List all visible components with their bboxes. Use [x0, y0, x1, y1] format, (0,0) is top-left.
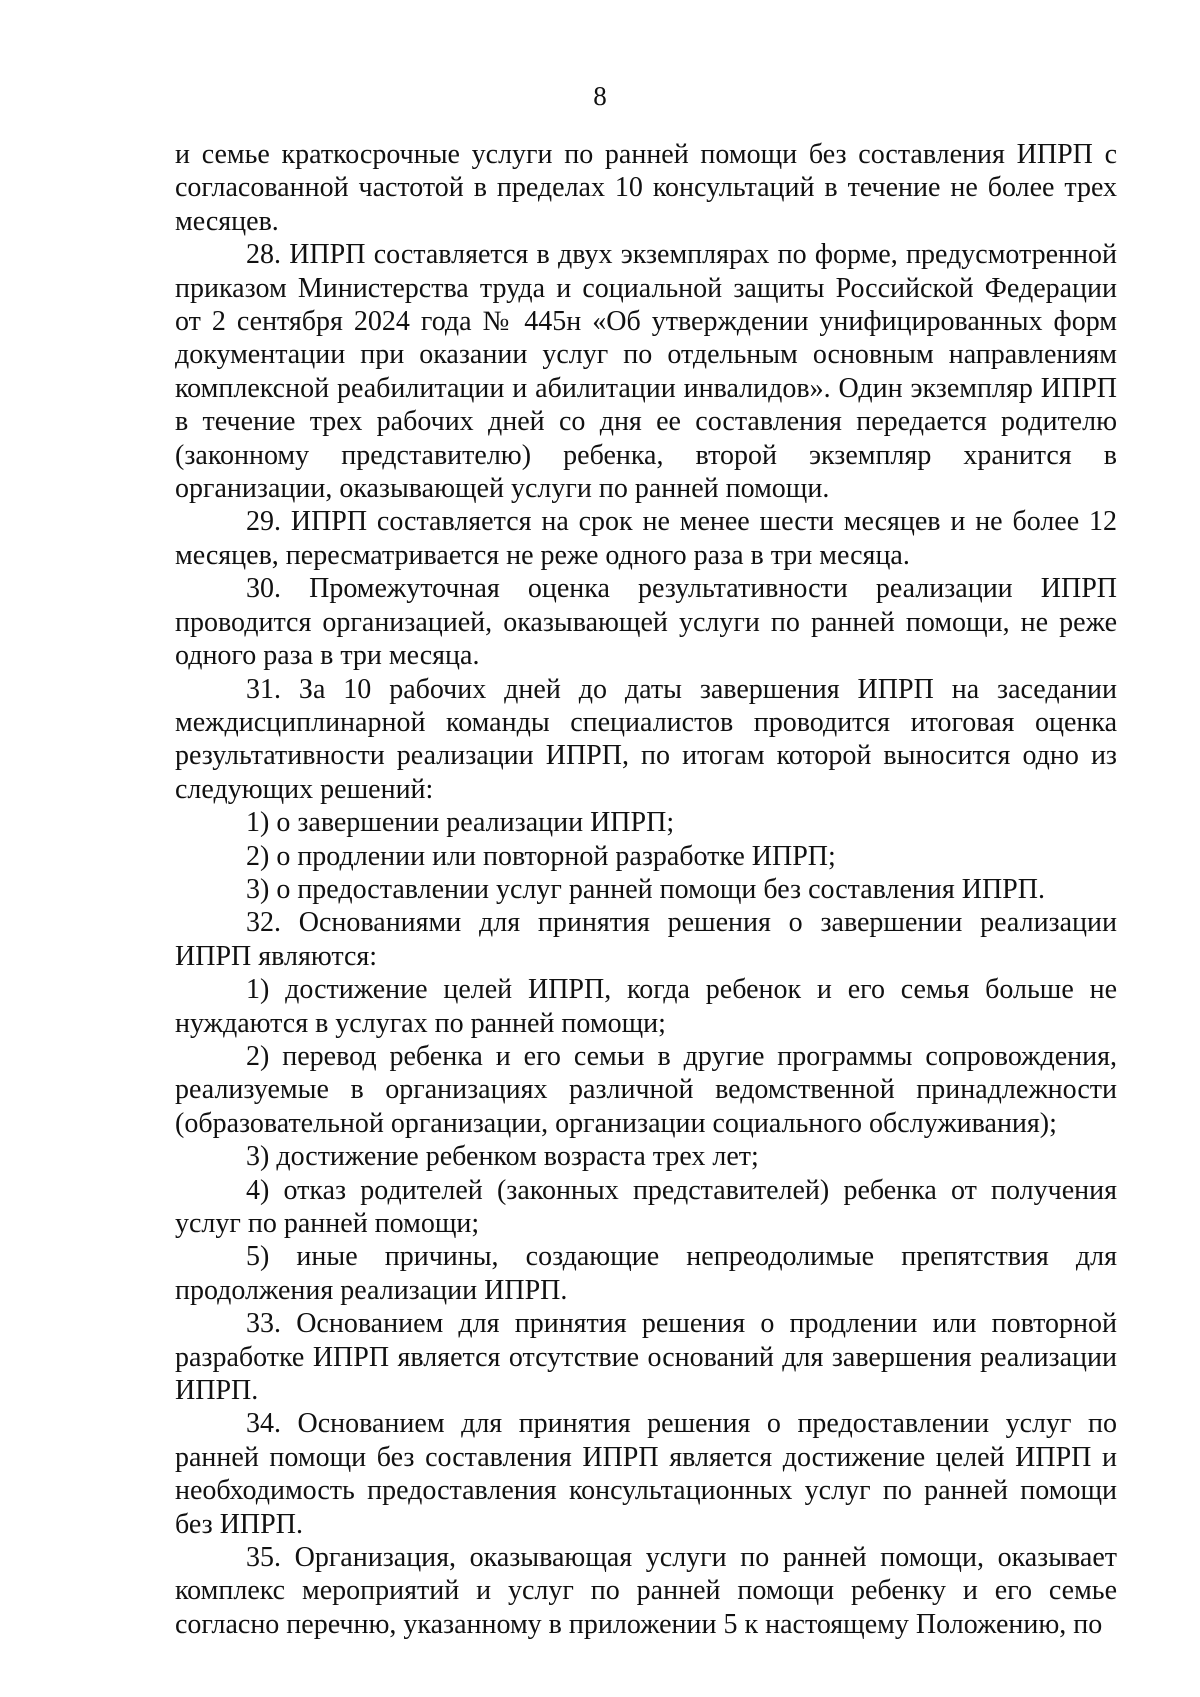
paragraph-34: 34. Основанием для принятия решения о предоставлении услуг по ранней помощи без составления ИПРП является достижение целей ИПРП и необходимость предоставления консультационных услуг по ранней помощи без ИПРП.: [175, 1408, 1117, 1540]
list-item-32-1: 1) достижение целей ИПРП, когда ребенок и его семья больше не нуждаются в услугах по ранней помощи;: [175, 974, 1117, 1039]
paragraph-28: 28. ИПРП составляется в двух экземплярах по форме, предусмотренной приказом Министерства труда и социальной защиты Российской Федерации от 2 сентября 2024 года № 445н «Об утверждении унифицированных форм документации при оказании услуг по отдельным основным направлениям комплексной реабилитации и абилитации инвалидов». Один экземпляр ИПРП в течение трех рабочих дней со дня ее составления передается родителю (законному представителю) ребенка, второй экземпляр хранится в организации, оказывающей услуги по ранней помощи.: [175, 239, 1117, 505]
paragraph-35: 35. Организация, оказывающая услуги по ранней помощи, оказывает комплекс мероприятий и услуг по ранней помощи ребенку и его семье согласно перечню, указанному в приложении 5 к настоящему Положению, по: [175, 1542, 1117, 1640]
document-body: [175, 138, 1117, 1641]
paragraph-32: 32. Основаниями для принятия решения о завершении реализации ИПРП являются:: [175, 907, 1117, 972]
paragraph-continuation: и семье краткосрочные услуги по ранней помощи без составления ИПРП с согласованной частотой в пределах 10 консультаций в течение не более трех месяцев.: [175, 139, 1117, 237]
list-item-31-3: 3) о предоставлении услуг ранней помощи без составления ИПРП.: [246, 873, 1045, 905]
list-item-32-4: 4) отказ родителей (законных представителей) ребенка от получения услуг по ранней помощи;: [175, 1174, 1117, 1239]
list-item-32-2: 2) перевод ребенка и его семьи в другие программы сопровождения, реализуемые в организациях различной ведомственной принадлежности (образовательной организации, организации социального обслуживания);: [175, 1040, 1117, 1139]
list-item-31-1: 1) о завершении реализации ИПРП;: [246, 807, 675, 839]
list-item-32-3: 3) достижение ребенком возраста трех лет;: [246, 1141, 759, 1173]
paragraph-33: 33. Основанием для принятия решения о продлении или повторной разработке ИПРП является отсутствие оснований для завершения реализации ИПРП.: [175, 1308, 1117, 1407]
list-item-31-2: 2) о продлении или повторной разработке ИПРП;: [246, 840, 836, 872]
paragraph-29: 29. ИПРП составляется на срок не менее шести месяцев и не более 12 месяцев, пересматривается не реже одного раза в три месяца.: [175, 506, 1117, 571]
list-item-32-5: 5) иные причины, создающие непреодолимые препятствия для продолжения реализации ИПРП.: [175, 1241, 1117, 1306]
page-number: 8: [593, 81, 607, 111]
paragraph-31: 31. За 10 рабочих дней до даты завершения ИПРП на заседании междисциплинарной команды специалистов проводится итоговая оценка результативности реализации ИПРП, по итогам которой выносится одно из следующих решений:: [175, 673, 1117, 805]
paragraph-30: 30. Промежуточная оценка результативности реализации ИПРП проводится организацией, оказывающей услуги по ранней помощи, не реже одного раза в три месяца.: [175, 573, 1117, 672]
